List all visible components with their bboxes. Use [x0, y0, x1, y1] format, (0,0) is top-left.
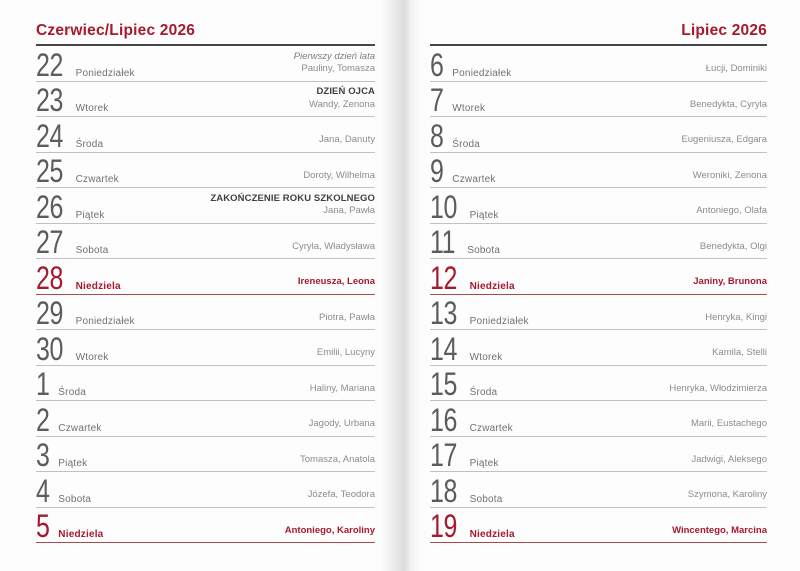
day-name: Wtorek: [469, 351, 503, 363]
day-annotations: [681, 134, 767, 147]
day-number: 22: [36, 46, 63, 83]
day-row: [36, 153, 375, 189]
day-annotations: [696, 205, 767, 218]
namedays-label: Eugeniusza, Edgara: [681, 134, 767, 145]
day-annotations: [691, 418, 767, 431]
day-number-group: [430, 46, 512, 83]
day-name: Sobota: [58, 493, 92, 505]
day-number: 12: [430, 259, 457, 296]
namedays-label: Janiny, Brunona: [693, 276, 767, 287]
day-number-group: [36, 46, 135, 83]
namedays-label: Szymona, Karoliny: [687, 489, 767, 500]
page-title: Lipiec 2026: [681, 22, 767, 39]
namedays-label: Jana, Danuty: [319, 134, 375, 145]
page-right: [430, 14, 767, 543]
namedays-label: Jagody, Urbana: [308, 418, 375, 429]
day-annotations: [706, 63, 767, 76]
page-left: [36, 14, 375, 543]
day-row: [430, 508, 767, 544]
day-number-group: [36, 366, 86, 402]
namedays-label: Piotra, Pawła: [319, 311, 375, 323]
day-number: 2: [36, 401, 50, 438]
day-annotations: [691, 454, 767, 467]
day-row: [36, 295, 375, 331]
namedays-label: Jana, Pawła: [323, 205, 375, 216]
day-name: Środa: [58, 387, 86, 398]
day-number: 3: [36, 437, 50, 473]
day-number-group: [430, 295, 529, 331]
day-name: Poniedziałek: [469, 316, 529, 327]
day-annotations: [693, 276, 767, 289]
day-number-group: [36, 437, 88, 473]
day-number: 17: [430, 437, 457, 473]
day-number: 8: [430, 117, 444, 154]
day-number-group: [36, 224, 109, 260]
day-row: [36, 224, 375, 260]
day-name: Piątek: [58, 458, 88, 469]
day-number: 11: [430, 224, 456, 260]
namedays-label: Emilii, Lucyny: [316, 347, 375, 358]
day-name: Poniedziałek: [75, 67, 135, 79]
day-number-group: [36, 82, 109, 118]
day-row: [430, 46, 767, 82]
day-number: 10: [430, 188, 457, 225]
day-row: [430, 437, 767, 473]
day-name: Środa: [452, 138, 480, 150]
day-number: 15: [430, 366, 457, 402]
day-name: Piątek: [469, 209, 499, 221]
day-row: [430, 259, 767, 295]
day-rows: [36, 46, 375, 543]
day-annotations: [309, 86, 375, 111]
day-name: Wtorek: [75, 103, 109, 114]
namedays-label: Ireneusza, Leona: [297, 276, 375, 287]
namedays-label: Doroty, Wilhelma: [303, 169, 375, 181]
namedays-label: Wandy, Zenona: [308, 98, 375, 110]
day-row: [36, 117, 375, 153]
namedays-label: Antoniego, Karoliny: [284, 524, 375, 536]
day-number-group: [36, 508, 104, 544]
day-name: Poniedziałek: [452, 67, 512, 79]
namedays-label: Antoniego, Olafa: [696, 205, 767, 216]
day-annotations: [300, 454, 375, 467]
day-row: [430, 366, 767, 402]
page-left-header: [36, 14, 375, 46]
namedays-label: Jadwigi, Aleksego: [691, 453, 767, 465]
day-row: [430, 117, 767, 153]
page-gutter-shadow: [381, 0, 429, 571]
day-annotations: [319, 134, 375, 147]
namedays-label: Benedykta, Olgi: [699, 240, 767, 252]
day-number: 18: [430, 472, 457, 509]
day-annotations: [693, 170, 767, 183]
day-number-group: [430, 224, 501, 260]
day-rows: [430, 46, 767, 543]
day-number-group: [36, 472, 92, 509]
day-row: [36, 508, 375, 544]
day-name: Sobota: [469, 493, 503, 505]
day-number-group: [430, 153, 496, 189]
day-name: Poniedziałek: [75, 316, 135, 327]
day-row: [36, 437, 375, 473]
day-annotations: [309, 418, 375, 431]
namedays-label: Haliny, Mariana: [309, 382, 375, 394]
day-row: [36, 82, 375, 118]
day-name: Niedziela: [469, 529, 515, 540]
day-row: [430, 188, 767, 224]
day-annotations: [705, 312, 767, 325]
day-number-group: [430, 401, 513, 438]
day-name: Środa: [75, 138, 104, 150]
day-number-group: [36, 401, 102, 438]
day-row: [430, 82, 767, 118]
day-number-group: [430, 117, 480, 154]
day-number: 13: [430, 295, 457, 331]
day-number-group: [36, 295, 135, 331]
day-name: Sobota: [467, 245, 501, 256]
day-row: [36, 401, 375, 437]
day-row: [430, 472, 767, 508]
day-number-group: [430, 472, 503, 509]
page-right-header: [430, 14, 767, 46]
namedays-label: Kamila, Stelli: [712, 347, 767, 358]
day-row: [36, 330, 375, 366]
day-number-group: [36, 153, 119, 189]
day-annotations: [669, 383, 767, 396]
namedays-label: Cyryla, Władysława: [292, 240, 375, 252]
day-annotations: [712, 347, 767, 360]
namedays-label: Pauliny, Tomasza: [301, 63, 375, 74]
day-number: 6: [430, 46, 444, 83]
day-annotations: [688, 489, 767, 502]
day-name: Czwartek: [58, 422, 102, 434]
special-day-label: DZIEŃ OJCA: [316, 86, 375, 97]
day-number: 25: [36, 153, 63, 189]
day-annotations: [294, 51, 375, 76]
day-row: [36, 472, 375, 508]
day-annotations: [308, 489, 375, 502]
day-annotations: [310, 383, 375, 396]
day-row: [430, 401, 767, 437]
day-name: Czwartek: [452, 174, 496, 185]
day-number: 28: [36, 259, 63, 296]
day-number-group: [430, 188, 499, 225]
day-row: [36, 366, 375, 402]
day-annotations: [285, 525, 375, 538]
day-number-group: [430, 259, 515, 296]
namedays-label: Benedykta, Cyryla: [689, 98, 767, 110]
day-name: Wtorek: [452, 103, 486, 114]
namedays-label: Józefa, Teodora: [307, 489, 375, 500]
namedays-label: Marii, Eustachego: [690, 418, 767, 429]
day-row: [430, 295, 767, 331]
day-number-group: [36, 188, 105, 225]
day-name: Wtorek: [75, 351, 109, 363]
page-title: Czerwiec/Lipiec 2026: [36, 22, 196, 39]
day-number: 5: [36, 508, 50, 544]
day-annotations: [319, 312, 375, 325]
day-number: 9: [430, 153, 444, 189]
day-name: Sobota: [75, 245, 109, 256]
day-name: Środa: [469, 387, 498, 398]
day-number: 14: [430, 330, 457, 367]
day-number-group: [430, 330, 503, 367]
day-number-group: [36, 330, 109, 367]
day-row: [36, 259, 375, 295]
day-row: [430, 330, 767, 366]
day-number: 1: [36, 366, 50, 402]
day-number-group: [430, 508, 515, 544]
day-number: 23: [36, 82, 63, 118]
day-number-group: [430, 366, 498, 402]
special-day-label: Pierwszy dzień lata: [293, 50, 375, 62]
day-number: 24: [36, 117, 63, 154]
namedays-label: Weroniki, Zenona: [692, 169, 767, 181]
day-name: Niedziela: [75, 280, 121, 292]
day-annotations: [672, 525, 767, 538]
day-annotations: [298, 276, 375, 289]
day-name: Czwartek: [469, 422, 513, 434]
day-name: Piątek: [75, 209, 105, 221]
day-name: Czwartek: [75, 174, 119, 185]
namedays-label: Henryka, Włodzimierza: [669, 382, 767, 394]
day-number: 7: [430, 82, 444, 118]
day-number-group: [36, 117, 104, 154]
day-number: 30: [36, 330, 63, 367]
day-name: Niedziela: [469, 280, 515, 292]
day-name: Niedziela: [58, 529, 104, 540]
day-row: [36, 46, 375, 82]
special-day-label: ZAKOŃCZENIE ROKU SZKOLNEGO: [210, 192, 375, 204]
namedays-label: Wincentego, Marcina: [672, 524, 767, 536]
namedays-label: Tomasza, Anatola: [300, 453, 375, 465]
day-annotations: [303, 170, 375, 183]
day-number-group: [430, 82, 486, 118]
day-number: 19: [430, 508, 457, 544]
day-number: 16: [430, 401, 457, 438]
day-annotations: [690, 99, 767, 112]
day-number: 26: [36, 188, 63, 225]
day-row: [430, 224, 767, 260]
day-number: 29: [36, 295, 63, 331]
day-annotations: [210, 193, 375, 218]
day-annotations: [700, 241, 767, 254]
day-number: 27: [36, 224, 63, 260]
day-row: [430, 153, 767, 189]
day-annotations: [292, 241, 375, 254]
namedays-label: Henryka, Kingi: [705, 311, 767, 323]
day-row: [36, 188, 375, 224]
day-number-group: [430, 437, 499, 473]
day-number-group: [36, 259, 121, 296]
namedays-label: Łucji, Dominiki: [705, 63, 767, 74]
day-number: 4: [36, 472, 50, 509]
day-annotations: [317, 347, 375, 360]
day-name: Piątek: [469, 458, 499, 469]
